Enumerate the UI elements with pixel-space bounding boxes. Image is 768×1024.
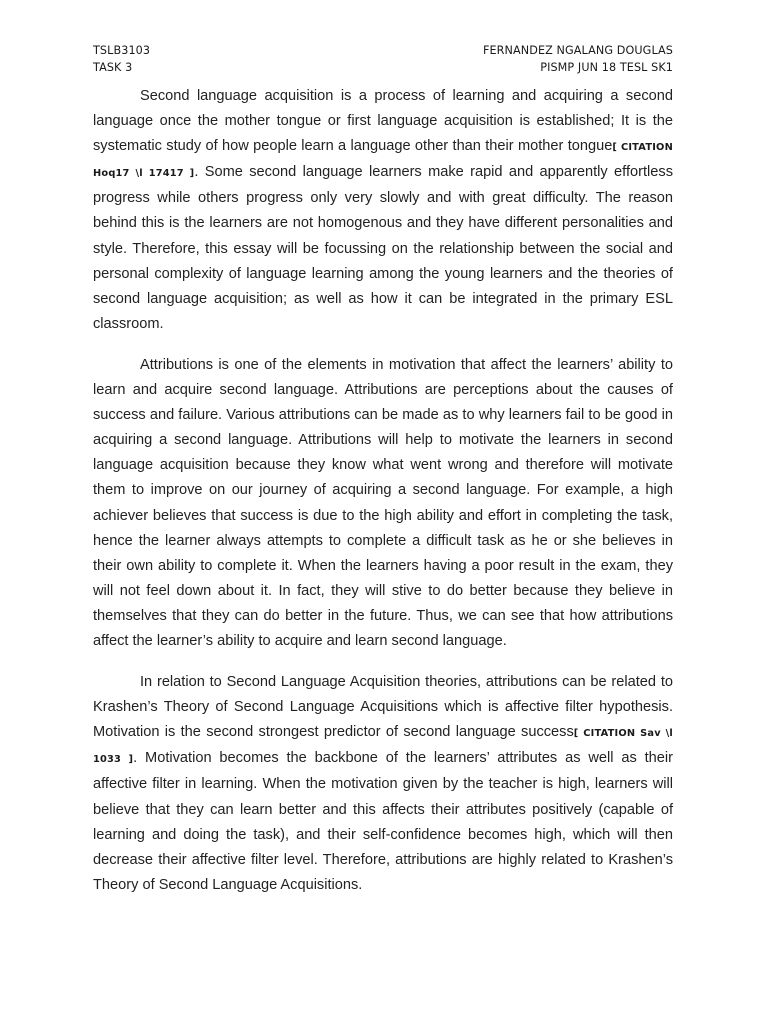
course-code: TSLB3103 bbox=[93, 44, 151, 57]
paragraph-3 bbox=[93, 670, 673, 898]
header-row-2 bbox=[93, 59, 673, 76]
program-label: PISMP JUN 18 TESL SK1 bbox=[540, 61, 673, 74]
header-row-1 bbox=[93, 42, 673, 59]
paragraph-2 bbox=[93, 353, 673, 654]
page-header bbox=[93, 42, 673, 76]
citation-hoq17: [ CITATION Hoq17 \l 17417 ] bbox=[93, 142, 673, 180]
paragraph-1-text-a: Second language acquisition is a process of learning and acquiring a second language once the mother tongue or first language acquisition is established; It is the systematic study of how people learn a language other than their mother tongue bbox=[93, 88, 673, 155]
paragraph-3-text-a: In relation to Second Language Acquisition theories, attributions can be related to Krashen’s Theory of Second Language Acquisitions which is affective filter hypothesis. Motivation is the second strongest predictor of second language success bbox=[93, 674, 673, 741]
author-name: FERNANDEZ NGALANG DOUGLAS bbox=[482, 44, 673, 57]
paragraph-3-text-b: . Motivation becomes the backbone of the learners’ attributes as well as their affective filter in learning. When the motivation given by the teacher is high, learners will believe that they can learn better and this affects their attributes positively (capable of learning and doing the task), and their self-confidence becomes high, which will then decrease their affective filter level. Therefore, attributions are highly related to Krashen’s Theory of Second Language Acquisitions. bbox=[93, 750, 673, 893]
task-label: TASK 3 bbox=[93, 61, 133, 74]
citation-sav: [ CITATION Sav \l 1033 ] bbox=[93, 728, 673, 766]
essay-body bbox=[93, 84, 673, 914]
paragraph-1-text-b: . Some second language learners make rapid and apparently effortless progress while others progress only very slowly and with great difficulty. The reason behind this is the learners are not homogenous and they have different personalities and style. Therefore, this essay will be focussing on the relationship between the social and personal complexity of language learning among the young learners and the theories of second language acquisition; as well as how it can be integrated in the primary ESL classroom. bbox=[93, 164, 673, 332]
paragraph-1 bbox=[93, 84, 673, 337]
paragraph-2-text: Attributions is one of the elements in motivation that affect the learners’ ability to learn and acquire second language. Attributions are perceptions about the causes of success and failure. Various attributions can be made as to why learners fail to be good in acquiring a second language. Attributions will help to motivate the learners in second language acquisition because they know what went wrong and therefore will motivate them to improve on our journey of acquiring a second language. For example, a high achiever believes that success is due to the high ability and effort in completing the task, hence the learner always attempts to complete a difficult task as he or she believes in their own ability to complete it. When the learners having a poor result in the exam, they will not feel down about it. In fact, they will stive to do better because they believe in themselves that they can do better in the future. Thus, we can see that how attributions affect the learner’s ability to acquire and learn second language. bbox=[93, 356, 673, 649]
